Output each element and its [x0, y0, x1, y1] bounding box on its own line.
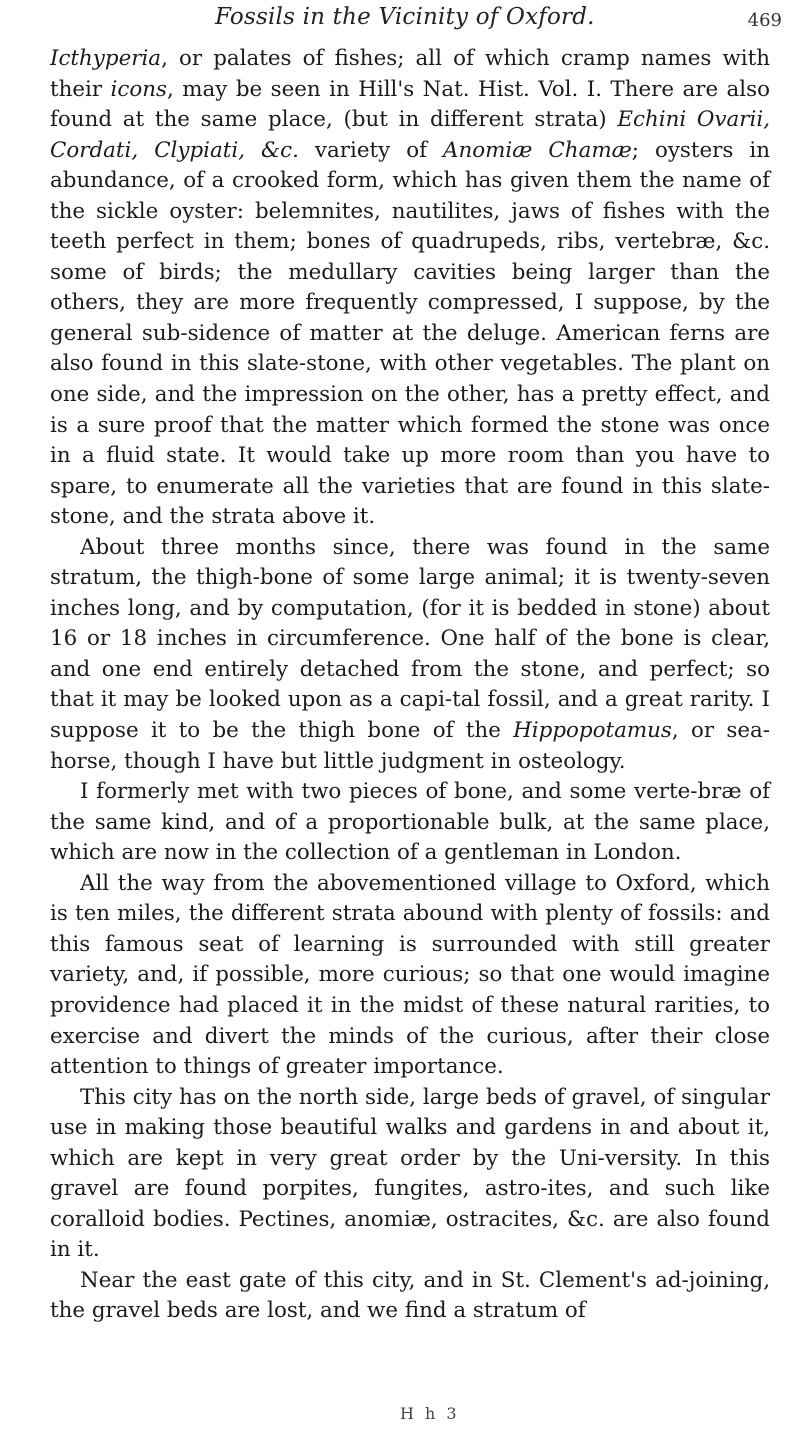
signature-mark: H h 3 [400, 1404, 460, 1423]
page-number: 469 [747, 10, 782, 31]
paragraph: All the way from the abovementioned village to Oxford, which is ten miles, the different strata abound with plenty of fossils: and this famous seat of learning is surrounded with still greater variety, and, if possible, more curious; so that one would imagine providence had placed it in the midst of these natural rarities, to exercise and divert the minds of the curious, after their close attention to things of greater importance. [50, 870, 770, 1080]
body-text [50, 44, 770, 1327]
italic-term: Icthyperia [50, 46, 162, 71]
paragraph: Near the east gate of this city, and in St. Clement's ad-joining, the gravel beds are lost, and we find a stratum of [50, 1267, 770, 1324]
running-head-title: Fossils in the Vicinity of Oxford. [215, 4, 595, 30]
italic-term: Echini Ovarii, Cordati, Clypiati, &c. [50, 107, 771, 163]
italic-term: icons [110, 76, 168, 102]
paragraph: Icthyperia, or palates of fishes; all of which cramp names with their icons, may be seen in Hill's Nat. Hist. Vol. I. There are also found at the same place, (but in different strata) Echini Ovarii, Cordati, Clypiati, &c. variety of Anomiæ Chamæ; oysters in abundance, of a crooked form, which has given them the name of the sickle oyster: belemnites, nautilites, jaws of fishes with the teeth perfect in them; bones of quadrupeds, ribs, vertebræ, &c. some of birds; the medullary cavities being larger than the others, they are more frequently compressed, I suppose, by the general sub-sidence of matter at the deluge. American ferns are also found in this slate-stone, with other vegetables. The plant on one side, and the impression on the other, has a pretty effect, and is a sure proof that the matter which formed the stone was once in a fluid state. It would take up more room than you have to spare, to enumerate all the varieties that are found in this slate-stone, and the strata above it. [50, 46, 771, 530]
italic-term: Hippopotamus [513, 718, 672, 744]
paragraph: This city has on the north side, large beds of gravel, of singular use in making those beautiful walks and gardens in and about it, which are kept in very great order by the Uni-versity. In this gravel are found porpites, fungites, astro-ites, and such like coralloid bodies. Pectines, anomiæ, ostracites, &c. are also found in it. [50, 1084, 770, 1263]
italic-term: Anomiæ Chamæ [443, 137, 632, 163]
paragraph: I formerly met with two pieces of bone, and some verte-bræ of the same kind, and of a proportionable bulk, at the same place, which are now in the collection of a gentleman in London. [50, 779, 770, 866]
paragraph: About three months since, there was found in the same stratum, the thigh-bone of some large animal; it is twenty-seven inches long, and by computation, (for it is bedded in stone) about 16 or 18 inches in circumference. One half of the bone is clear, and one end entirely detached from the stone, and perfect; so that it may be looked upon as a capi-tal fossil, and a great rarity. I suppose it to be the thigh bone of the Hippopotamus, or sea-horse, though I have but little judgment in osteology. [50, 534, 770, 774]
